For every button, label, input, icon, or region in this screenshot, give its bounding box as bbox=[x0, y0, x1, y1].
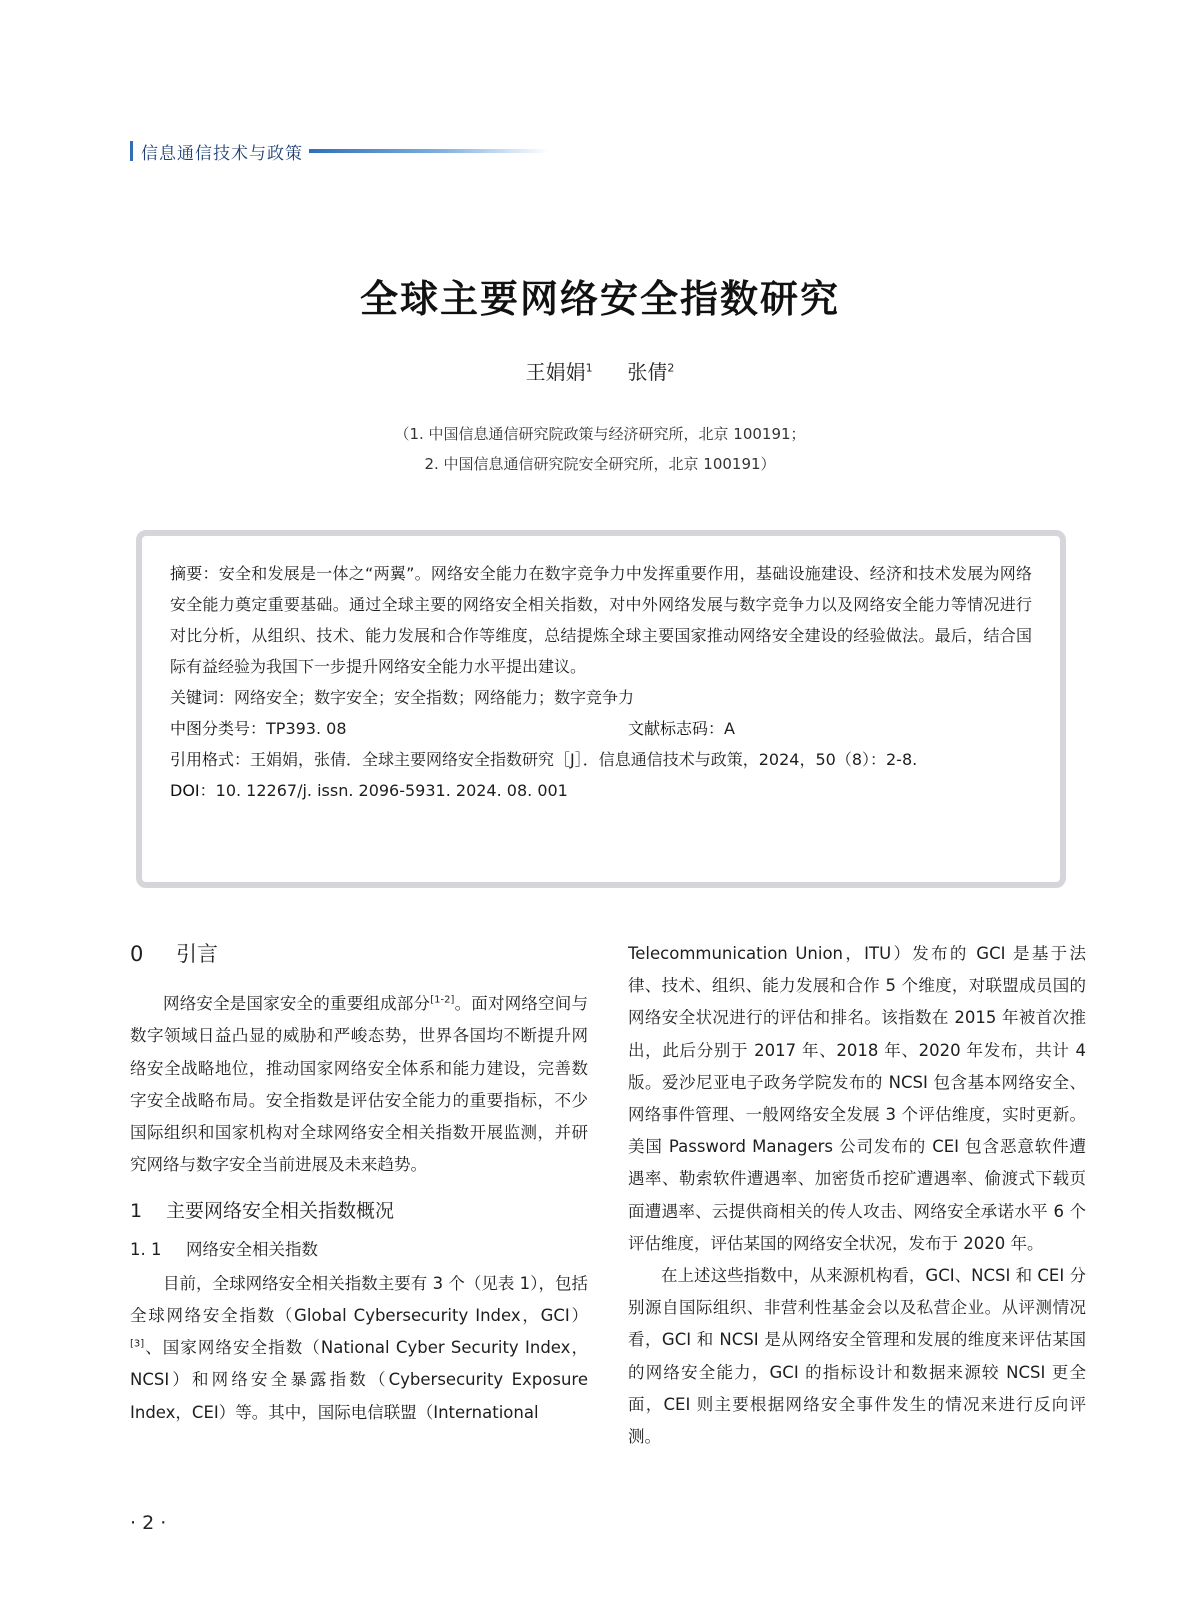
paragraph-text: 、国家网络安全指数（National Cyber Security Index，NCSI）和网络安全暴露指数（Cybersecurity Exposure Index，CEI）等。其中，国际电信联盟（International bbox=[130, 1338, 588, 1422]
affiliation: （1. 中国信息通信研究院政策与经济研究所，北京 100191； bbox=[394, 425, 806, 443]
section-number: 1 bbox=[130, 1200, 143, 1223]
doc-code-value: A bbox=[724, 719, 735, 738]
paper-title: 全球主要网络安全指数研究 bbox=[359, 277, 840, 321]
keywords-text: 网络安全；数字安全；安全指数；网络能力；数字竞争力 bbox=[234, 688, 635, 707]
abstract-text: 安全和发展是一体之“两翼”。网络安全能力在数字竞争力中发挥重要作用，基础设施建设、经济和技术发展为网络安全能力奠定重要基础。通过全球主要的网络安全相关指数，对中外网络发展与数字竞争力以及网络安全能力等情况进行对比分析，从组织、技术、能力发展和合作等维度，总结提炼全球主要国家推动网络安全建设的经验做法。最后，结合国际有益经验为我国下一步提升网络安全能力水平提出建议。 bbox=[170, 564, 1032, 676]
author-affil-mark: 1 bbox=[585, 361, 593, 375]
clc-label: 中图分类号： bbox=[170, 719, 267, 738]
subsection-title: 网络安全相关指数 bbox=[186, 1239, 318, 1259]
paragraph-text: 目前，全球网络安全相关指数主要有 3 个（见表 1），包括全球网络安全指数（Global Cybersecurity Index，GCI） bbox=[130, 1273, 588, 1326]
keywords-label: 关键词： bbox=[170, 688, 235, 707]
author-affil-mark: 2 bbox=[667, 361, 675, 375]
subsection-heading bbox=[130, 1234, 588, 1266]
subsection-number: 1. 1 bbox=[130, 1239, 162, 1259]
clc-value: TP393. 08 bbox=[266, 719, 347, 738]
abstract bbox=[170, 558, 1032, 682]
keywords bbox=[170, 682, 1032, 713]
body-column-right bbox=[628, 938, 1086, 1453]
doc-code-label: 文献标志码： bbox=[628, 719, 725, 738]
section-title: 主要网络安全相关指数概况 bbox=[166, 1200, 395, 1223]
header-accent-bar bbox=[130, 141, 133, 161]
page-number: · 2 · bbox=[130, 1512, 167, 1534]
classification-row bbox=[170, 713, 1032, 744]
abstract-label: 摘要： bbox=[170, 564, 219, 583]
paragraph bbox=[130, 988, 588, 1181]
abstract-box bbox=[136, 530, 1066, 888]
citation bbox=[170, 744, 1032, 775]
affiliation: 2. 中国信息通信研究院安全研究所，北京 100191） bbox=[424, 455, 776, 473]
citation-ref: [3] bbox=[130, 1338, 145, 1350]
body-column-left bbox=[130, 938, 588, 1429]
citation-text: 王娟娟，张倩．全球主要网络安全指数研究［J］．信息通信技术与政策，2024，50（8）：2-8. bbox=[250, 750, 918, 769]
citation-label: 引用格式： bbox=[170, 750, 251, 769]
section-title: 引言 bbox=[176, 942, 218, 966]
author-name: 王娟娟 bbox=[525, 360, 586, 384]
paragraph-text: 。面对网络空间与数字领域日益凸显的威胁和严峻态势，世界各国均不断提升网络安全战略地位，推动国家网络安全体系和能力建设，完善数字安全战略布局。安全指数是评估安全能力的重要指标，不少国际组织和国家机构对全球网络安全相关指数开展监测，并研究网络与数字安全当前进展及未来趋势。 bbox=[130, 994, 589, 1175]
author-line bbox=[0, 356, 1200, 385]
paragraph: 在上述这些指数中，从来源机构看，GCI、NCSI 和 CEI 分别源自国际组织、非营利性基金会以及私营企业。从评测情况看，GCI 和 NCSI 是从网络安全管理和发展的维度来评估某国的网络安全能力，GCI 的指标设计和数据来源较 NCSI 更全面，CEI 则主要根据网络安全事件发生的情况来进行反向评测。 bbox=[628, 1266, 1086, 1447]
doi-label: DOI： bbox=[170, 781, 216, 800]
doi bbox=[170, 775, 1032, 806]
header-gradient-rule bbox=[309, 149, 549, 153]
section-heading bbox=[130, 938, 588, 970]
doi-value: 10. 12267/j. issn. 2096-5931. 2024. 08. 001 bbox=[215, 781, 568, 800]
paragraph-text: 网络安全是国家安全的重要组成部分 bbox=[163, 994, 431, 1014]
paragraph bbox=[130, 1268, 588, 1429]
author-name: 张倩 bbox=[627, 360, 668, 384]
section-number: 0 bbox=[130, 942, 144, 966]
citation-ref: [1-2] bbox=[430, 994, 455, 1006]
paragraph-continued: Telecommunication Union，ITU）发布的 GCI 是基于法律、技术、组织、能力发展和合作 5 个维度，对联盟成员国的网络安全状况进行的评估和排名。该指数在 2015 年被首次推出，此后分别于 2017 年、2018 年、2020 年发布，共计 4 版。爱沙尼亚电子政务学院发布的 NCSI 包含基本网络安全、网络事件管理、一般网络安全发展 3 个评估维度，实时更新。美国 Password Managers 公司发布的 CEI 包含恶意软件遭遇率、勒索软件遭遇率、加密货币挖矿遭遇率、偷渡式下载页面遭遇率、云提供商相关的传人攻击、网络安全承诺水平 6 个评估维度，评估某国的网络安全状况，发布于 2020 年。 bbox=[628, 944, 1086, 1253]
journal-header bbox=[130, 140, 549, 162]
journal-name: 信息通信技术与政策 bbox=[141, 143, 303, 164]
section-heading bbox=[130, 1195, 588, 1227]
